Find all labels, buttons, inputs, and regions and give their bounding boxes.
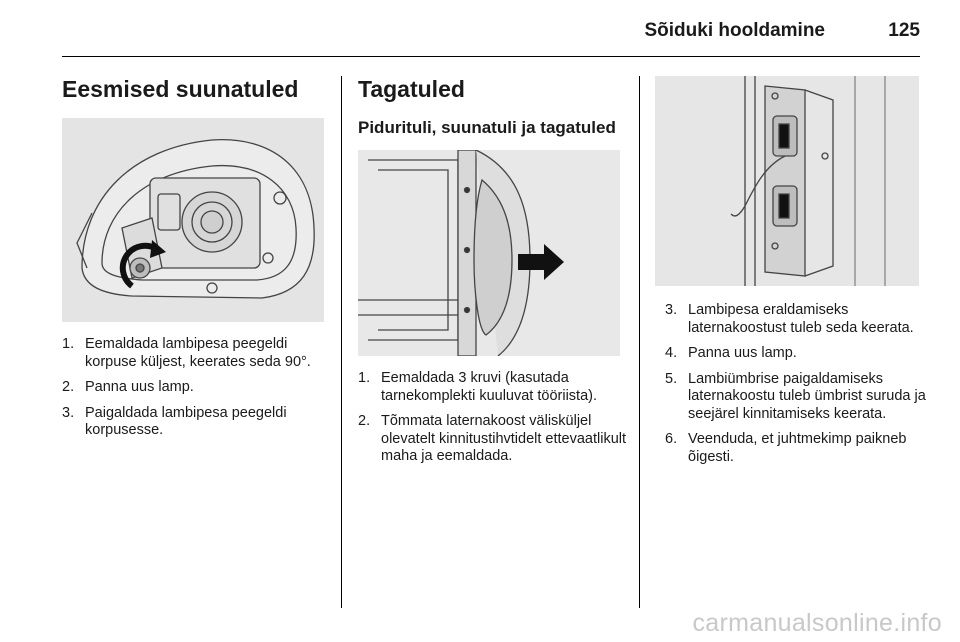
running-header-title: Sõiduki hooldamine — [644, 20, 825, 41]
column-divider-2 — [639, 76, 640, 608]
subheading-brake-indicator-tail: Pidurituli, suunatuli ja tagatuled — [358, 118, 616, 137]
header-rule — [62, 56, 920, 57]
section-heading-front-indicators: Eesmised suunatuled — [62, 76, 299, 102]
column-divider-1 — [341, 76, 342, 608]
front-indicator-illustration — [62, 118, 324, 322]
list-item: 2. Panna uus lamp. — [62, 379, 194, 395]
bulb-holder-drawing — [655, 76, 919, 286]
list-item: 3. Lambipesa eraldamiseks laternakoostust tuleb seda keerata. — [665, 302, 914, 336]
rear-bulb-holder-illustration — [655, 76, 919, 286]
page-number: 125 — [888, 20, 920, 41]
list-item: 1. Eemaldada lambipesa peegeldi korpuse küljest, keerates seda 90°. — [62, 336, 311, 370]
list-item: 6. Veenduda, et juhtmekimp paikneb õigesti. — [665, 431, 907, 465]
list-item: 1. Eemaldada 3 kruvi (kasutada tarnekomplekti kuuluvat tööriista). — [358, 370, 597, 404]
rear-light-drawing — [358, 150, 620, 356]
rear-light-removal-illustration — [358, 150, 620, 356]
list-item: 4. Panna uus lamp. — [665, 345, 797, 361]
list-item: 5. Lambiümbrise paigaldamiseks laternakoostu tuleb ümbrist suruda ja seejärel kinnitamiseks keerata. — [665, 370, 926, 422]
section-heading-rear-lights: Tagatuled — [358, 76, 465, 102]
bulb-holder-steps — [665, 302, 927, 474]
rear-light-steps — [358, 370, 636, 474]
front-indicator-steps — [62, 336, 330, 448]
list-item: 3. Paigaldada lambipesa peegeldi korpusesse. — [62, 404, 287, 438]
watermark: carmanualsonline.info — [692, 609, 942, 637]
front-indicator-drawing — [62, 118, 324, 322]
list-item: 2. Tõmmata laternakoost välisküljel olevatelt kinnitustihvtidelt ettevaatlikult maha ja eemaldada. — [358, 413, 627, 464]
